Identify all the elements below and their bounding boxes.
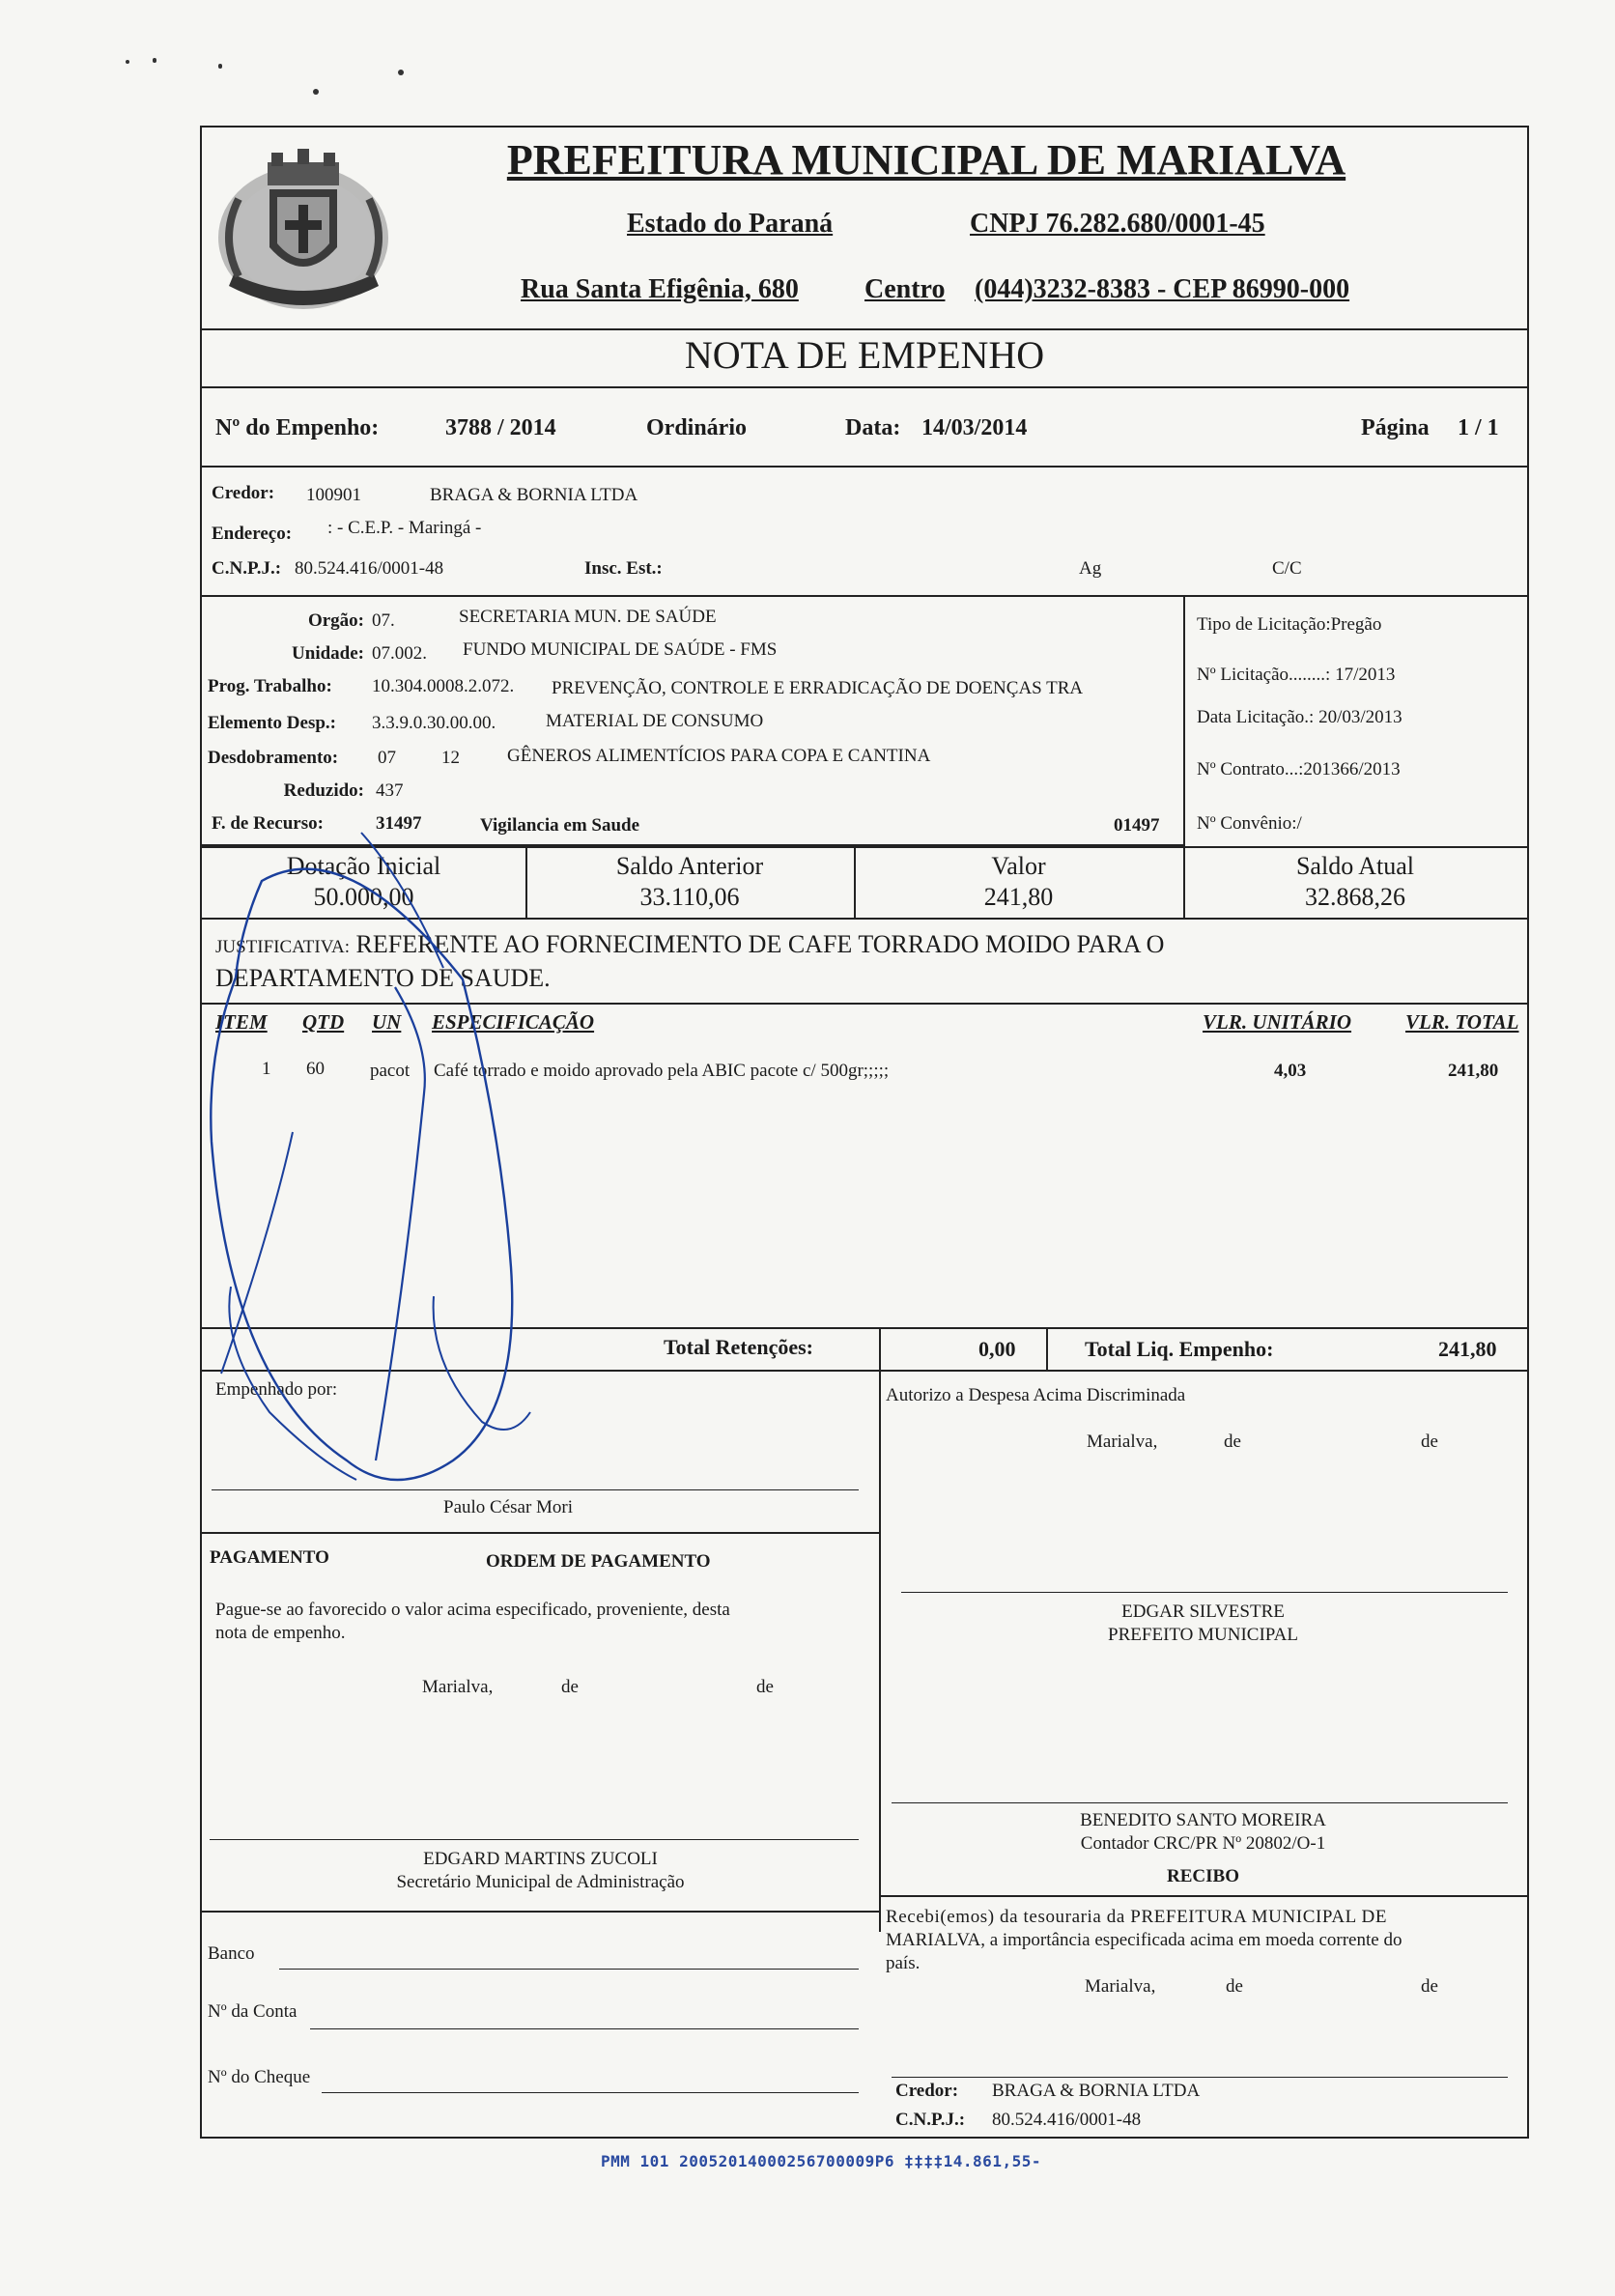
- recurso-code: 31497: [376, 813, 422, 834]
- col-especificacao: ESPECIFICAÇÃO: [432, 1010, 595, 1034]
- coat-of-arms-logo: [210, 141, 398, 315]
- licitacao-data: Data Licitação.: 20/03/2013: [1197, 707, 1402, 727]
- insc-est-label: Insc. Est.:: [584, 558, 663, 579]
- pagamento-text-1: Pague-se ao favorecido o valor acima especificado, proveniente, desta: [215, 1600, 730, 1620]
- pagamento-label: PAGAMENTO: [210, 1547, 329, 1568]
- contador-name: BENEDITO SANTO MOREIRA: [1080, 1810, 1326, 1830]
- row-total-value: 241,80: [1448, 1061, 1499, 1081]
- address-field-label: Endereço:: [212, 524, 293, 544]
- saldo-anterior-label: Saldo Anterior: [615, 852, 764, 880]
- col-vlr-unitario: VLR. UNITÁRIO: [1203, 1010, 1352, 1034]
- liq-empenho-value: 241,80: [1438, 1337, 1497, 1361]
- pagamento-de-2: de: [756, 1677, 774, 1697]
- credor-name: BRAGA & BORNIA LTDA: [430, 485, 638, 505]
- row-un: pacot: [370, 1061, 411, 1081]
- autorizo-label: Autorizo a Despesa Acima Discriminada: [886, 1385, 1186, 1405]
- autorizo-de-2: de: [1421, 1431, 1438, 1452]
- desdobramento-name: GÊNEROS ALIMENTÍCIOS PARA COPA E CANTINA: [507, 746, 931, 766]
- empenho-number-label: Nº do Empenho:: [215, 415, 380, 440]
- dotacao-label: Dotação Inicial: [286, 852, 441, 880]
- empenhado-label: Empenhado por:: [215, 1379, 338, 1400]
- pagamento-de-1: de: [561, 1677, 579, 1697]
- scan-mark: [126, 60, 129, 64]
- pagamento-place: Marialva,: [422, 1677, 494, 1697]
- date-value: 14/03/2014: [921, 415, 1028, 440]
- col-vlr-total: VLR. TOTAL: [1405, 1010, 1519, 1034]
- justificativa-line-2: DEPARTAMENTO DE SAUDE.: [215, 964, 551, 992]
- prog-code: 10.304.0008.2.072.: [372, 676, 515, 696]
- col-un: UN: [372, 1010, 402, 1034]
- recurso-name: Vigilancia em Saude: [480, 815, 640, 836]
- licitacao-tipo: Tipo de Licitação:Pregão: [1197, 614, 1382, 635]
- desdobramento-code-2: 12: [441, 748, 460, 768]
- state-label: Estado do Paraná: [627, 209, 834, 239]
- saldo-atual-value: 32.868,26: [1305, 883, 1405, 911]
- col-qtd: QTD: [302, 1010, 345, 1034]
- valor-label: Valor: [991, 852, 1046, 880]
- page-title: PREFEITURA MUNICIPAL DE MARIALVA: [506, 136, 1346, 184]
- empenho-number: 3788 / 2014: [445, 415, 556, 440]
- justificativa-block: [215, 929, 1510, 994]
- page-number: 1 / 1: [1458, 415, 1499, 440]
- saldo-atual-label: Saldo Atual: [1295, 852, 1415, 880]
- ordem-pagamento-label: ORDEM DE PAGAMENTO: [486, 1551, 711, 1572]
- row-spec: Café torrado e moido aprovado pela ABIC pacote c/ 500gr;;;;;: [434, 1061, 890, 1081]
- justificativa-label: JUSTIFICATIVA:: [215, 937, 351, 957]
- unidade-code: 07.002.: [372, 643, 427, 664]
- ag-label: Ag: [1079, 558, 1102, 579]
- cc-label: C/C: [1272, 558, 1302, 579]
- elemento-code: 3.3.9.0.30.00.00.: [372, 713, 496, 733]
- prefeito-title: PREFEITO MUNICIPAL: [1108, 1625, 1298, 1645]
- row-unit-value: 4,03: [1274, 1061, 1307, 1081]
- recibo-text-3: país.: [886, 1953, 921, 1973]
- desdobramento-label: Desdobramento:: [208, 748, 339, 768]
- date-label: Data:: [845, 415, 901, 440]
- empenhado-name: Paulo César Mori: [443, 1497, 574, 1517]
- recibo-text-1: Recebi(emos) da tesouraria da PREFEITURA MUNICIPAL DE: [886, 1907, 1388, 1927]
- contador-title: Contador CRC/PR Nº 20802/O-1: [1080, 1833, 1326, 1854]
- elemento-label: Elemento Desp.:: [208, 713, 336, 733]
- retencoes-label: Total Retenções:: [664, 1335, 813, 1359]
- empenho-type: Ordinário: [646, 415, 748, 440]
- recibo-credor-label: Credor:: [895, 2081, 959, 2101]
- contrato-numero: Nº Contrato...:201366/2013: [1197, 759, 1401, 780]
- saldo-anterior-value: 33.110,06: [639, 883, 740, 911]
- recurso-label: F. de Recurso:: [212, 813, 324, 834]
- dotacao-value: 50.000,00: [313, 883, 414, 911]
- recurso-code-2: 01497: [1114, 815, 1160, 836]
- conta-label: Nº da Conta: [208, 2001, 298, 2022]
- orgao-label: Orgão:: [307, 610, 364, 631]
- autorizo-place: Marialva,: [1087, 1431, 1158, 1452]
- unidade-name: FUNDO MUNICIPAL DE SAÚDE - FMS: [463, 639, 778, 660]
- row-qtd: 60: [306, 1059, 325, 1079]
- desdobramento-code-1: 07: [378, 748, 396, 768]
- orgao-code: 07.: [372, 610, 395, 631]
- empenho-form: [200, 126, 1529, 2139]
- recibo-de-1: de: [1226, 1976, 1243, 1997]
- retencoes-value: 0,00: [978, 1337, 1016, 1361]
- licitacao-numero: Nº Licitação........: 17/2013: [1197, 665, 1396, 685]
- scan-mark: [153, 58, 156, 63]
- recibo-credor-name: BRAGA & BORNIA LTDA: [992, 2081, 1201, 2101]
- recibo-text-2: MARIALVA, a importância especificada acima em moeda corrente do: [886, 1930, 1402, 1950]
- credor-label: Credor:: [212, 483, 275, 503]
- address-field-value: : - C.E.P. - Maringá -: [327, 518, 482, 538]
- prefeito-name: EDGAR SILVESTRE: [1121, 1602, 1285, 1622]
- credor-cnpj-label: C.N.P.J.:: [212, 558, 282, 579]
- footer-code: PMM 101 20052014000256700009P6 ‡‡‡‡14.861,55-: [601, 2152, 1041, 2170]
- document-title: NOTA DE EMPENHO: [684, 333, 1045, 377]
- recibo-cnpj-label: C.N.P.J.:: [895, 2110, 966, 2130]
- credor-code: 100901: [306, 485, 361, 505]
- scan-mark: [313, 89, 319, 95]
- reduzido-value: 437: [376, 780, 404, 801]
- recibo-title: RECIBO: [1167, 1866, 1239, 1886]
- elemento-name: MATERIAL DE CONSUMO: [546, 711, 764, 731]
- recibo-place: Marialva,: [1085, 1976, 1156, 1997]
- cheque-label: Nº do Cheque: [208, 2067, 311, 2087]
- reduzido-label: Reduzido:: [283, 780, 364, 801]
- recibo-de-2: de: [1421, 1976, 1438, 1997]
- convenio-numero: Nº Convênio:/: [1197, 813, 1302, 834]
- phone-cep-label: (044)3232-8383 - CEP 86990-000: [975, 274, 1350, 304]
- orgao-name: SECRETARIA MUN. DE SAÚDE: [459, 607, 717, 627]
- recibo-cnpj: 80.524.416/0001-48: [992, 2110, 1142, 2130]
- valor-value: 241,80: [983, 883, 1054, 911]
- prog-label: Prog. Trabalho:: [208, 676, 332, 696]
- scan-mark: [218, 64, 222, 69]
- autorizo-de-1: de: [1224, 1431, 1241, 1452]
- address-label: Rua Santa Efigênia, 680: [521, 274, 799, 304]
- justificativa-line-1: REFERENTE AO FORNECIMENTO DE CAFE TORRADO MOIDO PARA O: [355, 930, 1165, 958]
- unidade-label: Unidade:: [292, 643, 364, 664]
- scan-mark: [398, 70, 404, 75]
- secretario-title: Secretário Municipal de Administração: [396, 1872, 685, 1892]
- secretario-name: EDGARD MARTINS ZUCOLI: [423, 1849, 658, 1869]
- district-label: Centro: [864, 274, 946, 304]
- pagamento-text-2: nota de empenho.: [215, 1623, 346, 1643]
- page-label: Página: [1361, 415, 1430, 440]
- liq-empenho-label: Total Liq. Empenho:: [1085, 1337, 1274, 1361]
- banco-label: Banco: [208, 1943, 255, 1964]
- row-item: 1: [262, 1059, 271, 1079]
- col-item: ITEM: [215, 1010, 268, 1034]
- cnpj-label: CNPJ 76.282.680/0001-45: [970, 209, 1265, 239]
- credor-cnpj: 80.524.416/0001-48: [295, 558, 444, 579]
- prog-name: PREVENÇÃO, CONTROLE E ERRADICAÇÃO DE DOENÇAS TRA: [552, 678, 1084, 698]
